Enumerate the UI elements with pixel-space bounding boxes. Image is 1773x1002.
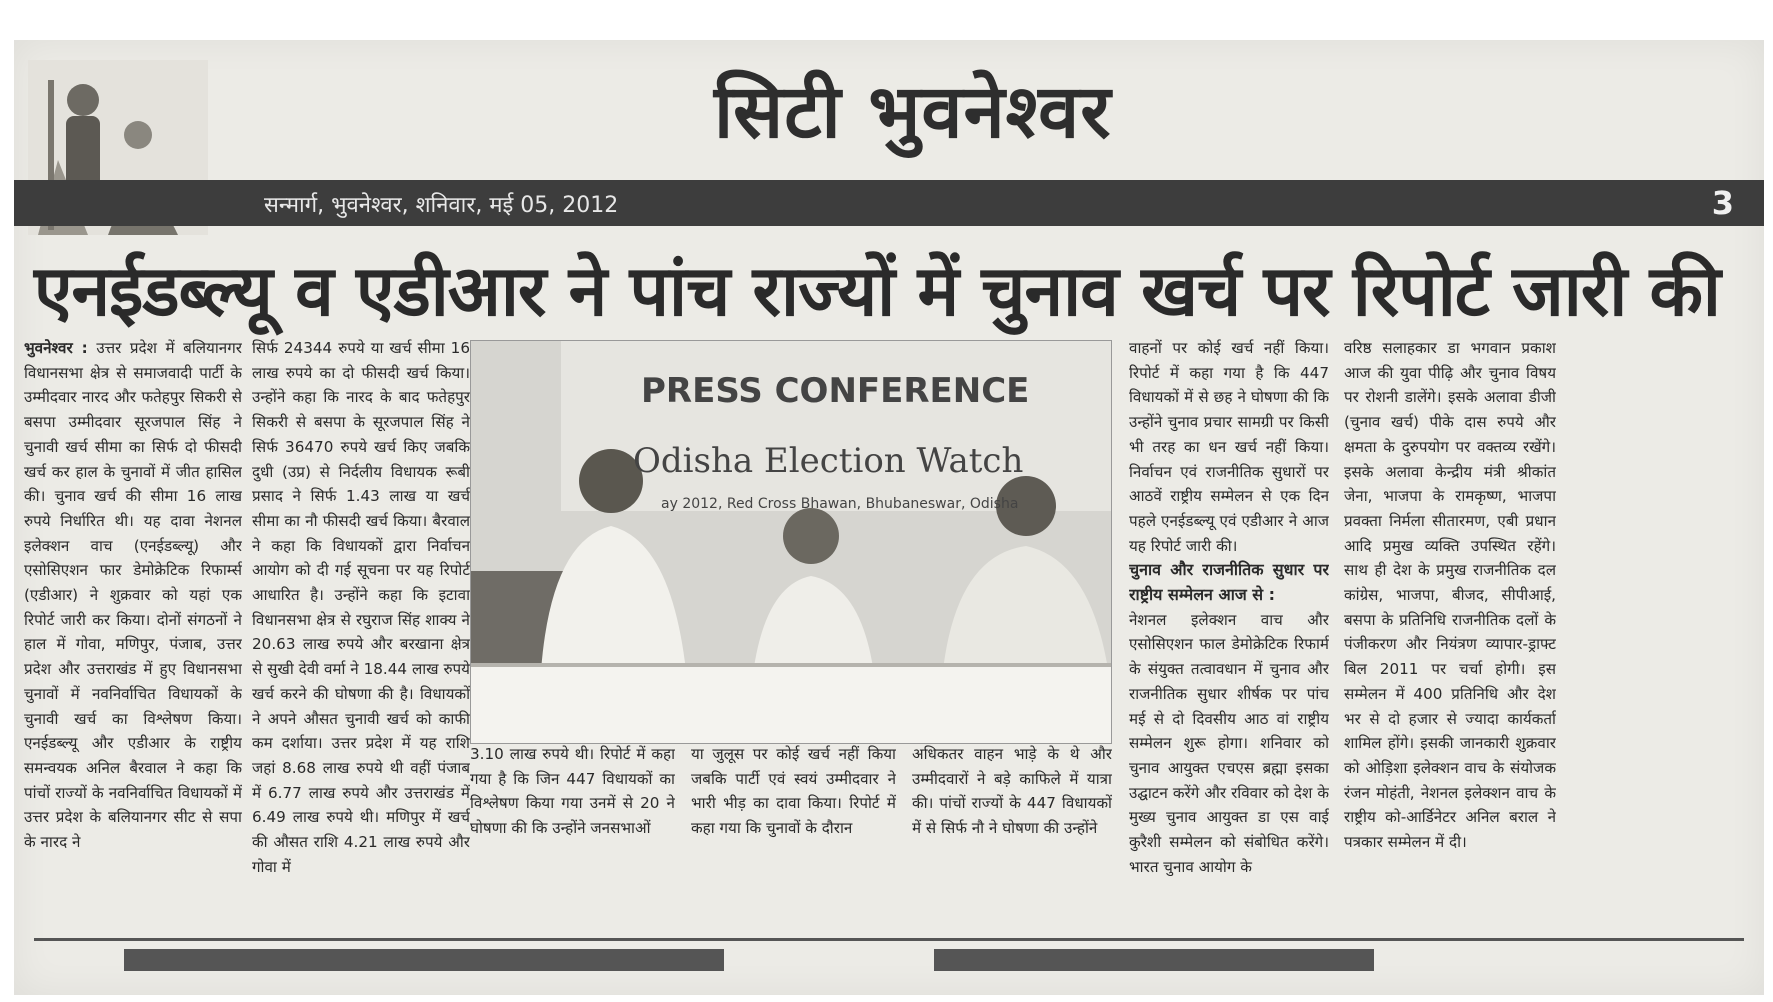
cut-off-headline-right (934, 949, 1374, 971)
article-dateline-lead: भुवनेश्वर : (24, 339, 88, 357)
article-column-2-text: सिर्फ 24344 रुपये या खर्च सीमा 16 लाख रुपये का दो फीसदी खर्च किया। उन्होंने कहा कि नारद के बाद फतेहपुर सिकरी से बसपा के सूरजपाल सिंह ने सिर्फ 36470 रुपये खर्च किए जबकि दुधी (उप्र) से निर्दलीय विधायक रूबी प्रसाद ने सिर्फ 1.43 लाख या खर्च सीमा का नौ फीसदी खर्च किया। बैरवाल ने कहा कि विधायकों द्वारा निर्वाचन आयोग को दी गई सूचना पर यह रिपोर्ट आधारित है। उन्होंने कहा कि इटावा विधानसभा क्षेत्र से रघुराज सिंह शाक्य ने 20.63 लाख रुपये और बरखाना क्षेत्र से सुखी देवी वर्मा ने 18.44 लाख रुपये खर्च करने की घोषणा की है। विधायकों ने अपने औसत चुनावी खर्च को काफी कम दर्शाया। उत्तर प्रदेश में यह राशि जहां 8.68 लाख रुपये थी वहीं पंजाब में 6.77 लाख रुपये और उत्तराखंड में 6.49 लाख रुपये थी। मणिपुर में खर्च की औसत राशि 4.21 लाख रुपये और गोवा में (252, 339, 470, 876)
next-article-strip (34, 938, 1744, 991)
article-column-4 (691, 742, 896, 862)
article-column-1 (24, 336, 242, 876)
page-number: 3 (1711, 184, 1734, 222)
article-column-6 (1129, 336, 1329, 876)
section-title: सिटी भुवनेश्वर (714, 69, 1112, 155)
article-column-3-text: 3.10 लाख रुपये थी। रिपोर्ट में कहा गया है कि जिन 447 विधायकों का विश्लेषण किया गया उनमें से 20 ने घोषणा की कि उन्होंने जनसभाओं (470, 745, 675, 838)
masthead (14, 40, 1764, 230)
article-column-6-text-a: वाहनों पर कोई खर्च नहीं किया। रिपोर्ट में कहा गया है कि 447 विधायकों में से छह ने घोषणा की कि उन्होंने चुनाव प्रचार सामग्री पर किसी भी तरह का धन खर्च नहीं किया। निर्वाचन एवं राजनीतिक सुधारों पर आठवें राष्ट्रीय सम्मेलन से एक दिन पहले एनईडब्ल्यू एवं एडीआर ने आज यह रिपोर्ट जारी की। (1129, 339, 1329, 555)
press-conference-photo (470, 340, 1112, 744)
article-column-5-text: अधिकतर वाहन भाड़े के थे और उम्मीदवारों ने बड़े काफिले में यात्रा की। पांचों राज्यों के 447 विधायकों में से सिर्फ नौ ने घोषणा की उन्होंने (912, 745, 1112, 838)
banner-press-conference: PRESS CONFERENCE (641, 371, 1030, 411)
article-column-4-text: या जुलूस पर कोई खर्च नहीं किया जबकि पार्टी एवं स्वयं उम्मीदवार ने भारी भीड़ का दावा किया। रिपोर्ट में कहा गया कि चुनावों के दौरान (691, 745, 896, 838)
article-column-1-text: उत्तर प्रदेश में बलियानगर विधानसभा क्षेत्र से समाजवादी पार्टी के उम्मीदवार नारद और फतेहपुर सिकरी से बसपा उम्मीदवार सूरजपाल सिंह ने चुनावी खर्च सीमा का सिर्फ दो फीसदी खर्च कर हाल के चुनावों में जीत हासिल की। चुनाव खर्च की सीमा 16 लाख रुपये निर्धारित थी। यह दावा नेशनल इलेक्शन वाच (एनईडब्ल्यू) और एसोसिएशन फार डेमोक्रेटिक रिफार्म्स (एडीआर) ने शुक्रवार को यहां एक रिपोर्ट जारी कर किया। दोनों संगठनों ने हाल में गोवा, मणिपुर, पंजाब, उत्तर प्रदेश और उत्तराखंड में हुए विधानसभा चुनावों में नवनिर्वाचित विधायकों के चुनावी खर्च का विश्लेषण किया। एनईडब्ल्यू और एडीआर के राष्ट्रीय समन्वयक अनिल बैरवाल ने कहा कि पांचों राज्यों के नवनिर्वाचित विधायकों में उत्तर प्रदेश के बलियानगर सीट से सपा के नारद ने (24, 339, 242, 852)
article-column-5 (912, 742, 1112, 862)
article-column-6-text-b: नेशनल इलेक्शन वाच और एसोसिएशन फाल डेमोक्रेटिक रिफार्म के संयुक्त तत्वावधान में चुनाव और राजनीतिक सुधार शीर्षक पर पांच मई से दो दिवसीय आठ वां राष्ट्रीय सम्मेलन शुरू होगा। शनिवार को चुनाव आयुक्त एचएस ब्रह्मा इसका उद्घाटन करेंगे और रविवार को देश के मुख्य चुनाव आयुक्त डा एस वाई कुरैशी सम्मेलन को संबोधित करेंगे। भारत चुनाव आयोग के (1129, 610, 1329, 876)
article-column-7-text: वरिष्ठ सलाहकार डा भगवान प्रकाश आज की युवा पीढ़ि और चुनाव विषय पर रोशनी डालेंगे। इसके अलावा डीजी (चुनाव खर्च) पीके दास रुपये और क्षमता के दुरुपयोग पर वक्तव्य रखेंगे। इसके अलावा केन्द्रीय मंत्री श्रीकांत जेना, भाजपा के रामकृष्ण, भाजपा प्रवक्ता निर्मला सीतारमण, एबी प्रधान आदि प्रमुख व्यक्ति उपस्थित रहेंगे। साथ ही देश के प्रमुख राजनीतिक दल कांग्रेस, भाजपा, बीजद, सीपीआई, बसपा के प्रतिनिधि राजनीतिक दलों के पंजीकरण और नियंत्रण व्यापार-ड्राफ्ट बिल 2011 पर चर्चा होगी। इस सम्मेलन में 400 प्रतिनिधि और देश भर से दो हजार से ज्यादा कार्यकर्ता शामिल होंगे। इसकी जानकारी शुक्रवार को ओड़िशा इलेक्शन वाच के संयोजक रंजन मोहंती, नेशनल इलेक्शन वाच के राष्ट्रीय को-आर्डिनेटर अनिल बराल ने पत्रकार सम्मेलन में दी। (1344, 339, 1556, 852)
dateline-bar (14, 180, 1764, 226)
newspaper-page (14, 40, 1764, 995)
article-headline: एनईडब्ल्यू व एडीआर ने पांच राज्यों में चुनाव खर्च पर रिपोर्ट जारी की (34, 250, 1720, 332)
article-column-7 (1344, 336, 1556, 876)
article-subheading: चुनाव और राजनीतिक सुधार पर राष्ट्रीय सम्मेलन आज से : (1129, 560, 1329, 605)
dateline: सन्मार्ग, भुवनेश्वर, शनिवार, मई 05, 2012 (264, 193, 619, 218)
cut-off-headline-left (124, 949, 724, 971)
banner-venue-line: ay 2012, Red Cross Bhawan, Bhubaneswar, Odisha (661, 496, 1019, 512)
banner-odisha-election-watch: Odisha Election Watch (633, 441, 1024, 481)
article-column-2 (252, 336, 470, 876)
article-column-3 (470, 742, 675, 862)
